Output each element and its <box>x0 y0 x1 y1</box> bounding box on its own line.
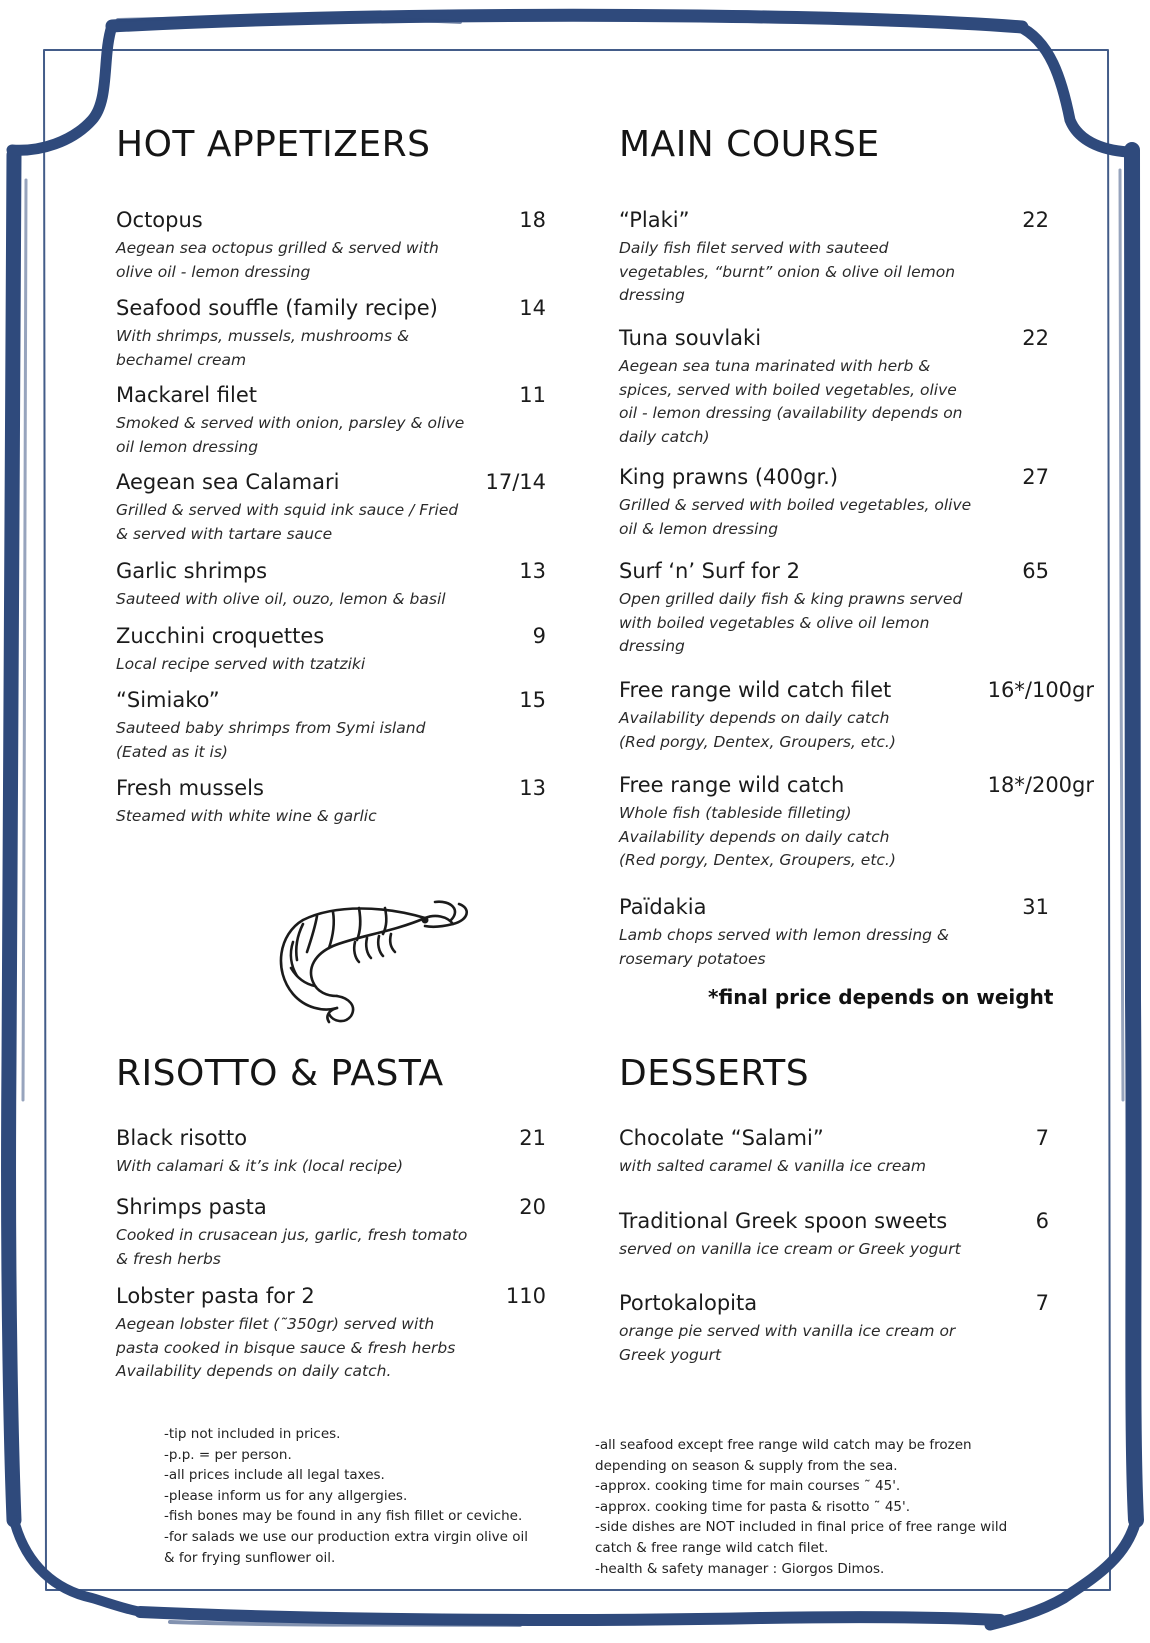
item-description: Grilled & served with squid ink sauce / Fried & served with tartare sauce <box>116 501 459 543</box>
item-price: 7 <box>1035 1291 1049 1315</box>
item-name: Seafood souffle (family recipe) <box>116 296 438 320</box>
item-price: 16*/100gr <box>987 678 1094 702</box>
item-name: “Simiako” <box>116 688 220 712</box>
item-description: Aegean sea octopus grilled & served with olive oil - lemon dressing <box>116 239 439 281</box>
item-price: 22 <box>1022 208 1049 232</box>
item-description: Sauteed with olive oil, ouzo, lemon & basil <box>116 590 446 608</box>
item-price: 14 <box>519 296 546 320</box>
item-name: Black risotto <box>116 1126 248 1150</box>
item-description: Sauteed baby shrimps from Symi island (Eated as it is) <box>116 719 426 761</box>
item-description: Grilled & served with boiled vegetables, olive oil & lemon dressing <box>619 496 972 538</box>
item-name: Zucchini croquettes <box>116 624 325 648</box>
item-name: Traditional Greek spoon sweets <box>619 1209 948 1233</box>
item-name: “Plaki” <box>619 208 690 232</box>
item-name: King prawns (400gr.) <box>619 465 839 489</box>
item-name: Portokalopita <box>619 1291 758 1315</box>
section-title-risotto-pasta: RISOTTO & PASTA <box>116 1053 444 1094</box>
item-name: Mackarel filet <box>116 383 258 407</box>
item-name: Fresh mussels <box>116 776 264 800</box>
item-description: Whole fish (tableside filleting) Availability depends on daily catch (Red porgy, Dentex, Groupers, etc.) <box>619 804 896 869</box>
section-title-main-course: MAIN COURSE <box>619 124 880 165</box>
item-description: Smoked & served with onion, parsley & olive oil lemon dressing <box>116 414 465 456</box>
item-price: 11 <box>519 383 546 407</box>
item-price: 17/14 <box>485 470 546 494</box>
item-price: 27 <box>1022 465 1049 489</box>
item-name: Garlic shrimps <box>116 559 268 583</box>
item-price: 9 <box>532 624 546 648</box>
item-description: Availability depends on daily catch (Red porgy, Dentex, Groupers, etc.) <box>619 709 896 751</box>
item-description: Open grilled daily fish & king prawns served with boiled vegetables & olive oil lemon dressing <box>619 590 963 655</box>
item-description: Lamb chops served with lemon dressing & rosemary potatoes <box>619 926 949 968</box>
item-price: 6 <box>1035 1209 1049 1233</box>
item-name: Tuna souvlaki <box>619 326 762 350</box>
item-name: Free range wild catch filet <box>619 678 892 702</box>
item-description: Aegean lobster filet (˜350gr) served with pasta cooked in bisque sauce & fresh herbs Availability depends on daily catch. <box>116 1315 456 1380</box>
item-price: 22 <box>1022 326 1049 350</box>
item-price: 20 <box>519 1195 546 1219</box>
item-price: 18 <box>519 208 546 232</box>
shrimp-icon <box>275 898 475 1028</box>
item-description: Aegean sea tuna marinated with herb & spices, served with boiled vegetables, olive oil - lemon dressing (availability depends on daily catch) <box>619 357 963 446</box>
item-price: 15 <box>519 688 546 712</box>
item-price: 110 <box>505 1284 546 1308</box>
item-description: with salted caramel & vanilla ice cream <box>619 1157 927 1175</box>
section-title-hot-appetizers: HOT APPETIZERS <box>116 124 431 165</box>
item-price: 65 <box>1022 559 1049 583</box>
item-price: 13 <box>519 559 546 583</box>
footnotes-right: -all seafood except free range wild catch may be frozen depending on season & supply from the sea. -approx. cooking time for main courses ˜ 45'. -approx. cooking time for pasta & risotto ˜ 45'. -side dishes are NOT included in final price of free range wild catch & free range wild catch filet. -health & safety manager : Giorgos Dimos. <box>595 1437 1008 1577</box>
item-name: Aegean sea Calamari <box>116 470 340 494</box>
item-description: Daily fish filet served with sauteed vegetables, “burnt” onion & olive oil lemon dressing <box>619 239 956 304</box>
item-price: 31 <box>1022 895 1049 919</box>
item-price: 18*/200gr <box>987 773 1094 797</box>
item-description: With shrimps, mussels, mushrooms & bechamel cream <box>116 327 410 369</box>
item-name: Chocolate “Salami” <box>619 1126 824 1150</box>
item-name: Lobster pasta for 2 <box>116 1284 315 1308</box>
item-price: 13 <box>519 776 546 800</box>
footnotes-left: -tip not included in prices. -p.p. = per person. -all prices include all legal taxes. -please inform us for any allgergies. -fish bones may be found in any fish fillet or ceviche. -for salads we use our production extra virgin olive oil & for frying sunflower oil. <box>164 1426 529 1566</box>
item-name: Shrimps pasta <box>116 1195 267 1219</box>
item-description: Steamed with white wine & garlic <box>116 807 377 825</box>
item-name: Surf ‘n’ Surf for 2 <box>619 559 800 583</box>
weight-price-note: *final price depends on weight <box>708 985 1054 1009</box>
item-description: Cooked in crusacean jus, garlic, fresh tomato & fresh herbs <box>116 1226 468 1268</box>
item-name: Octopus <box>116 208 203 232</box>
item-description: Local recipe served with tzatziki <box>116 655 366 673</box>
item-description: served on vanilla ice cream or Greek yogurt <box>619 1240 961 1258</box>
item-description: With calamari & it’s ink (local recipe) <box>116 1157 404 1175</box>
item-price: 7 <box>1035 1126 1049 1150</box>
item-price: 21 <box>519 1126 546 1150</box>
item-name: Free range wild catch <box>619 773 845 797</box>
item-name: Païdakia <box>619 895 707 919</box>
section-title-desserts: DESSERTS <box>619 1053 810 1094</box>
item-description: orange pie served with vanilla ice cream or Greek yogurt <box>619 1322 956 1364</box>
